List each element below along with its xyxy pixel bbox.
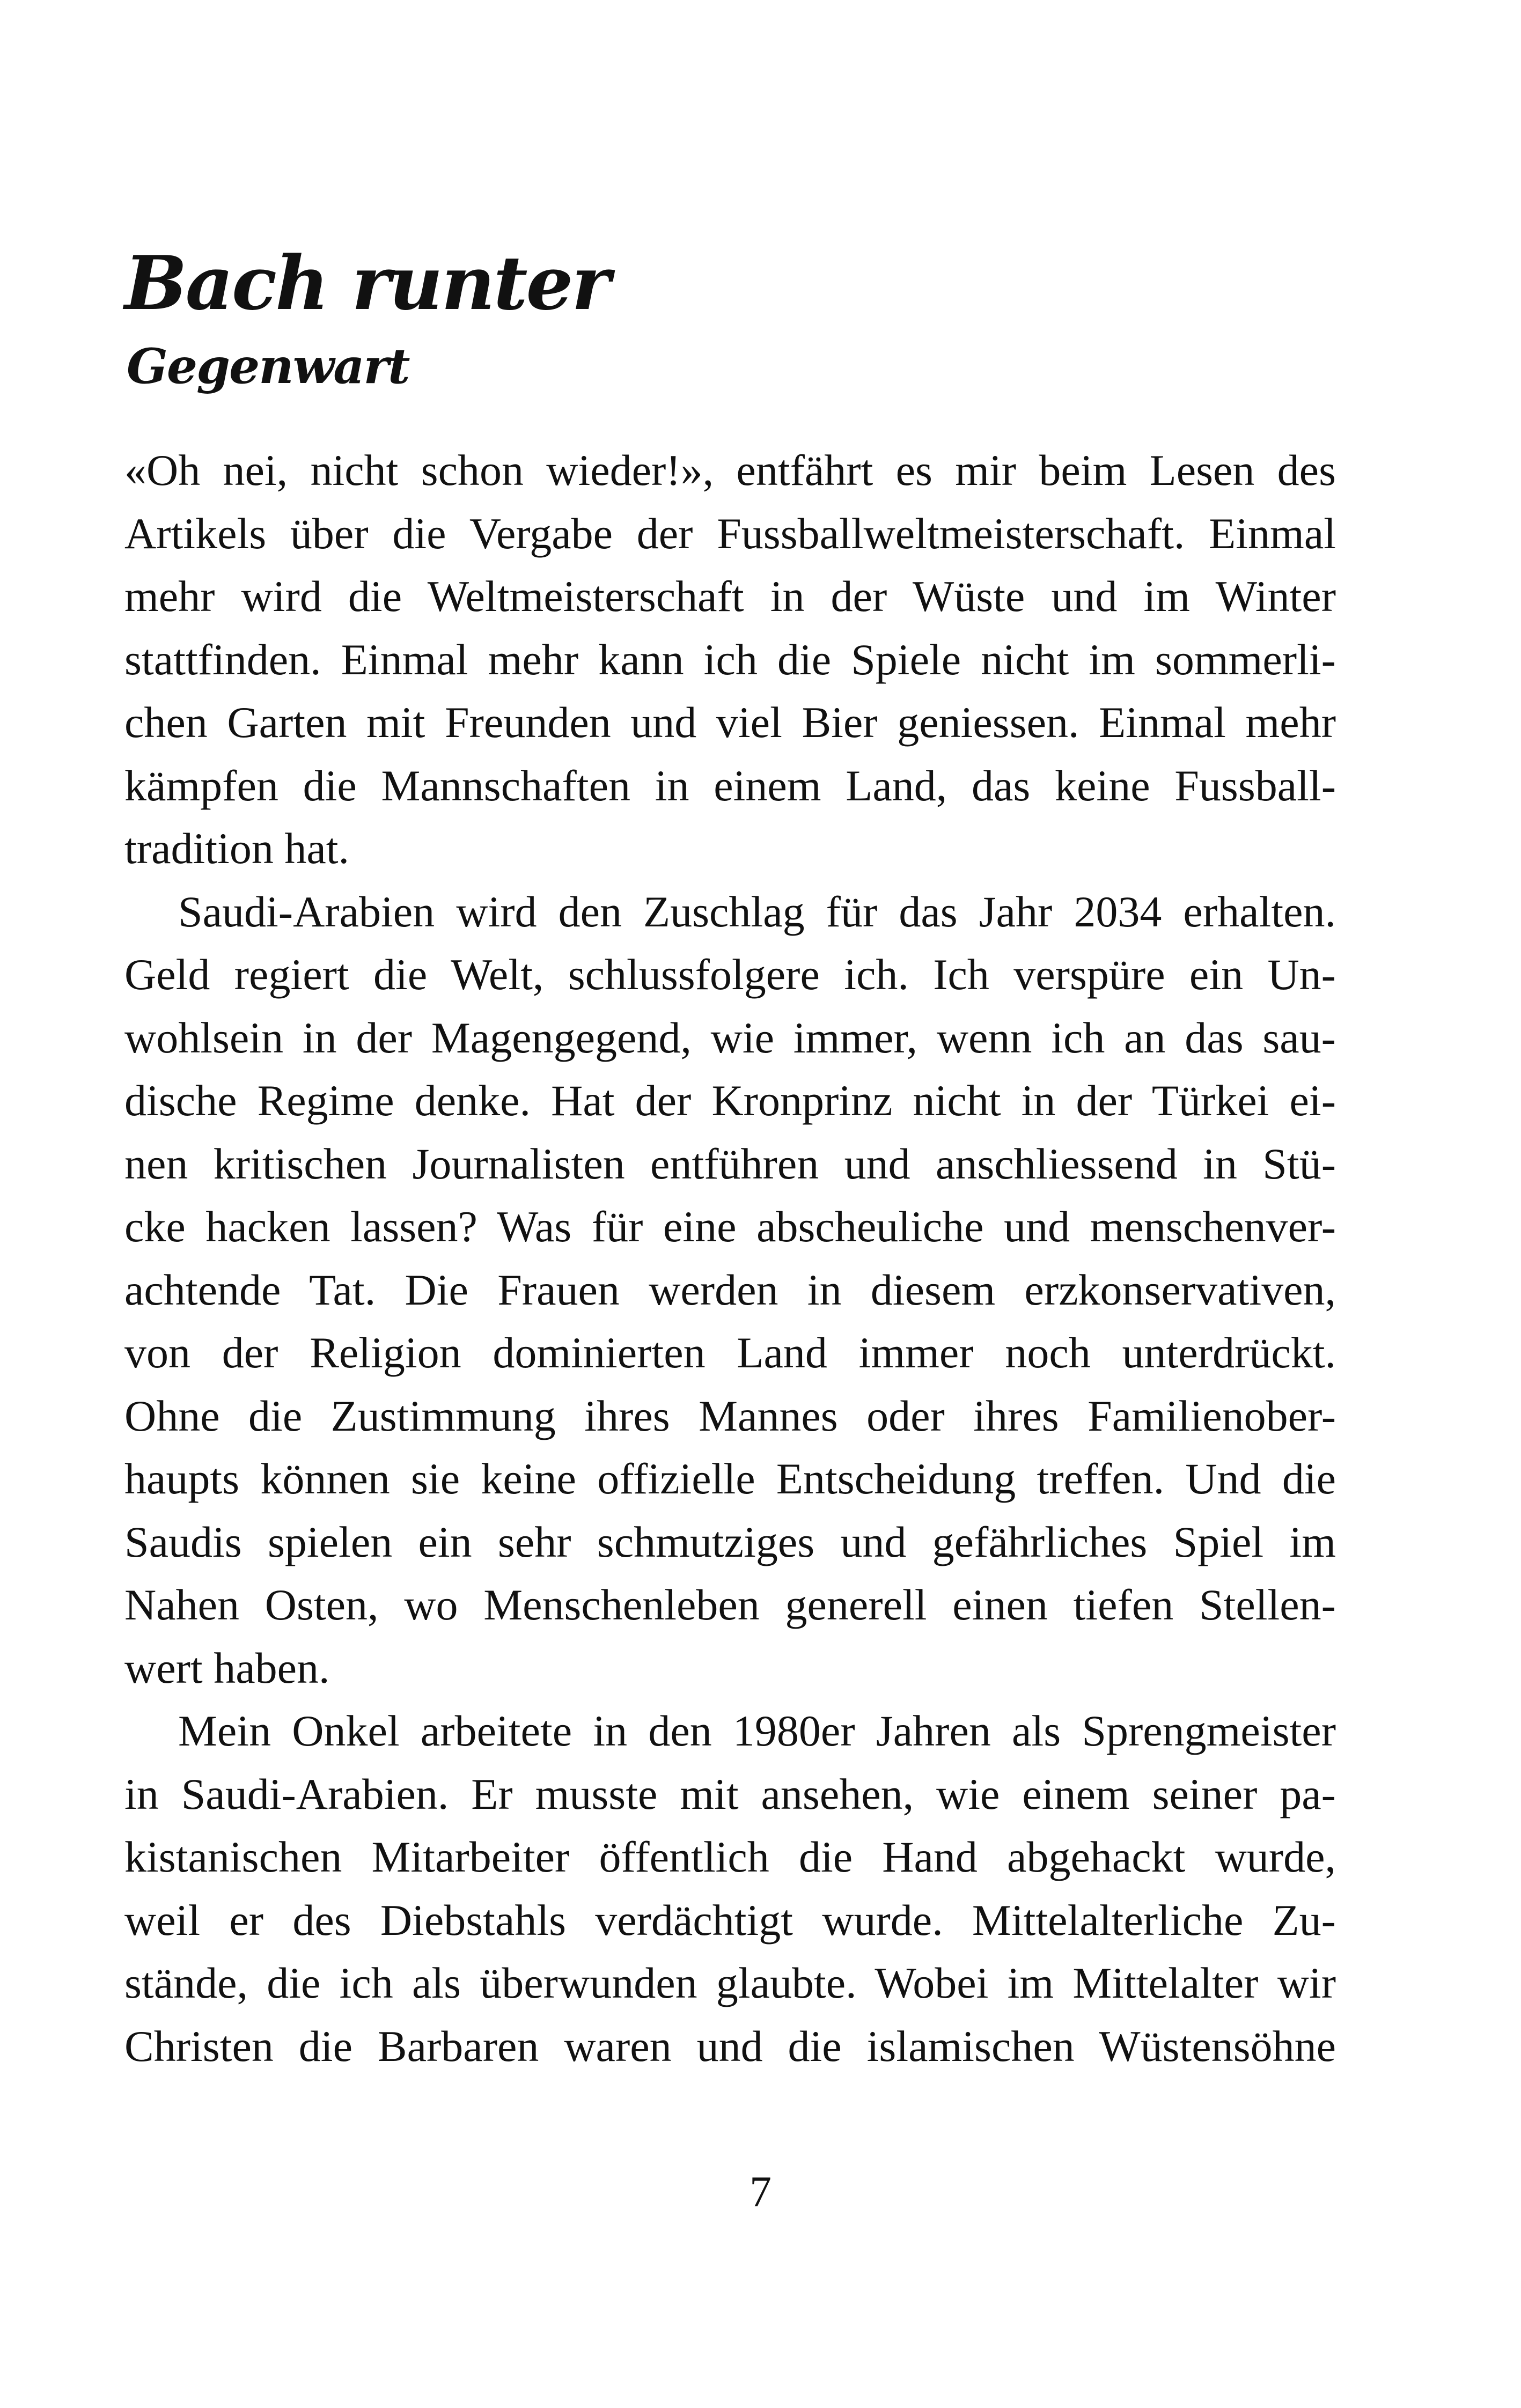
text-line: Saudi-Arabien wird den Zuschlag für das Jahr 2034 erhalten. <box>178 887 1336 936</box>
text-line: kistanischen Mitarbeiter öffentlich die Hand abgehackt wurde, <box>124 1832 1336 1881</box>
text-line: «Oh nei, nicht schon wieder!», entfährt es mir beim Lesen des <box>124 446 1336 495</box>
text-line: Ohne die Zustimmung ihres Mannes oder ihres Familienober- <box>124 1391 1336 1440</box>
page-number: 7 <box>750 2167 771 2216</box>
text-line: wohlsein in der Magengegend, wie immer, wenn ich an das sau- <box>124 1013 1336 1062</box>
text-line: Artikels über die Vergabe der Fussballweltmeisterschaft. Einmal <box>124 509 1336 558</box>
text-line: haupts können sie keine offizielle Entscheidung treffen. Und die <box>124 1454 1336 1503</box>
text-line: tradition hat. <box>124 824 350 873</box>
text-line: Nahen Osten, wo Menschenleben generell einen tiefen Stellen- <box>124 1580 1336 1629</box>
text-line: in Saudi-Arabien. Er musste mit ansehen, wie einem seiner pa- <box>124 1769 1336 1818</box>
text-line: von der Religion dominierten Land immer noch unterdrückt. <box>124 1328 1336 1377</box>
chapter-title: Bach runter <box>124 239 609 327</box>
text-line: kämpfen die Mannschaften in einem Land, das keine Fussball- <box>124 761 1336 810</box>
text-line: Saudis spielen ein sehr schmutziges und gefährliches Spiel im <box>124 1517 1336 1566</box>
text-line: nen kritischen Journalisten entführen und anschliessend in Stü- <box>124 1139 1336 1188</box>
paragraph <box>124 439 1336 880</box>
text-line: chen Garten mit Freunden und viel Bier geniessen. Einmal mehr <box>124 698 1336 747</box>
text-line: achtende Tat. Die Frauen werden in diesem erzkonservativen, <box>124 1265 1336 1314</box>
body-text <box>124 439 1336 2078</box>
text-line: weil er des Diebstahls verdächtigt wurde. Mittelalterliche Zu- <box>124 1895 1336 1945</box>
text-line: wert haben. <box>124 1643 330 1692</box>
text-line: stände, die ich als überwunden glaubte. Wobei im Mittelalter wir <box>124 1958 1336 2007</box>
paragraph <box>124 1699 1336 2078</box>
text-line: Christen die Barbaren waren und die islamischen Wüstensöhne <box>124 2021 1336 2071</box>
text-line: stattfinden. Einmal mehr kann ich die Spiele nicht im sommerli- <box>124 635 1336 684</box>
text-line: cke hacken lassen? Was für eine abscheuliche und menschenver- <box>124 1202 1336 1251</box>
text-line: Mein Onkel arbeitete in den 1980er Jahren als Sprengmeister <box>178 1706 1336 1755</box>
paragraph <box>124 880 1336 1700</box>
chapter-subtitle: Gegenwart <box>127 338 409 395</box>
text-line: mehr wird die Weltmeisterschaft in der Wüste und im Winter <box>124 572 1336 621</box>
text-line: Geld regiert die Welt, schlussfolgere ich. Ich verspüre ein Un- <box>124 950 1336 999</box>
text-line: dische Regime denke. Hat der Kronprinz nicht in der Türkei ei- <box>124 1076 1336 1125</box>
